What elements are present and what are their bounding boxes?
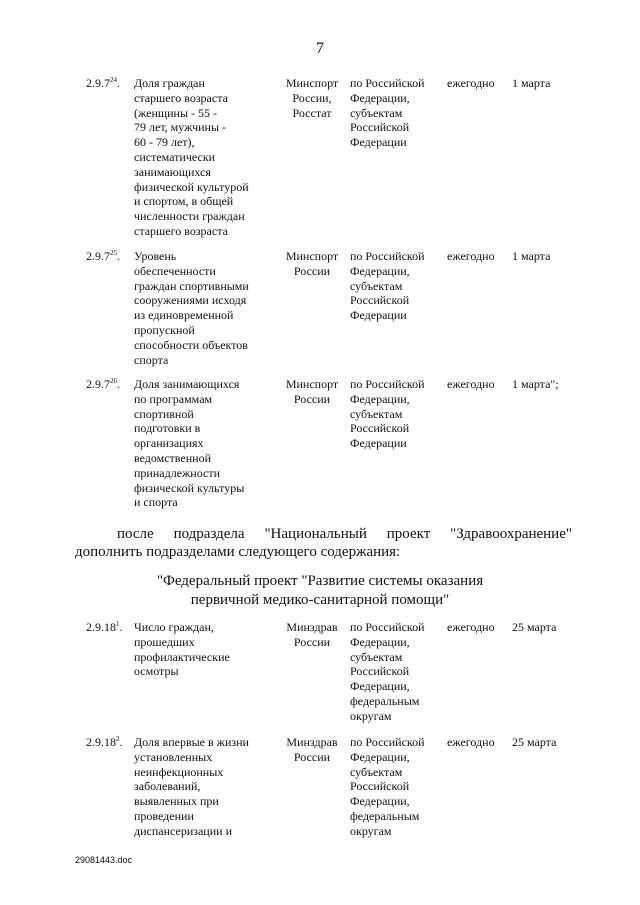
deadline: 1 марта (512, 76, 551, 90)
body-paragraph (75, 525, 572, 561)
row-number: 2.9.18$^2$. (86, 735, 123, 749)
periodicity: ежегодно (447, 249, 495, 263)
indicator-name: Доля занимающихся по программам спортивной подготовки в организациях ведомственной принадлежности физической культуры и спорта (134, 377, 245, 510)
row-number: 2.9.7$^{24}$. (86, 76, 120, 90)
responsible-org: Минздрав России (286, 735, 338, 764)
indicator-name: Уровень обеспеченности граждан спортивными сооружениями исходя из единовременной пропускной способности объектов спорта (134, 249, 249, 367)
responsible-org: Минспорт России, Росстат (285, 76, 339, 120)
deadline: 25 марта (512, 620, 557, 634)
paragraph-line-1: после подраздела "Национальный проект "Здравоохранение" (117, 526, 572, 542)
paragraph-line-2: дополнить подразделами следующего содержания: (75, 544, 401, 560)
detail-level: по Российской Федерации, субъектам Российской Федерации, федеральным округам (350, 620, 425, 723)
responsible-org: Минспорт России (285, 377, 339, 406)
row-number: 2.9.7$^{26}$. (86, 377, 120, 391)
indicator-name: Доля впервые в жизни установленных неинфекционных заболеваний, выявленных при проведении диспансеризации и (134, 735, 249, 838)
detail-level: по Российской Федерации, субъектам Российской Федерации (350, 377, 425, 451)
row-number: 2.9.18$^1$. (86, 620, 123, 634)
indicator-name: Число граждан, прошедших профилактические осмотры (134, 620, 230, 679)
detail-level: по Российской Федерации, субъектам Российской Федерации, федеральным округам (350, 735, 425, 838)
detail-level: по Российской Федерации, субъектам Российской Федерации (350, 76, 425, 150)
periodicity: ежегодно (447, 735, 495, 749)
deadline: 1 марта (512, 249, 551, 263)
periodicity: ежегодно (447, 76, 495, 90)
responsible-org: Минздрав России (286, 620, 338, 649)
periodicity: ежегодно (447, 620, 495, 634)
periodicity: ежегодно (447, 377, 495, 391)
section-heading: "Федеральный проект "Развитие системы оказания первичной медико-санитарной помощи" (156, 573, 484, 608)
indicator-name: Доля граждан старшего возраста (женщины - 55 - 79 лет, мужчины - 60 - 79 лет), систематически занимающихся физической культурой и спортом, в общей численности граждан старшего возраста (134, 76, 249, 238)
detail-level: по Российской Федерации, субъектам Российской Федерации (350, 249, 425, 323)
document-footer: 29081443.doc (75, 855, 133, 865)
page-number: 7 (316, 40, 324, 57)
deadline: 1 марта"; (512, 377, 559, 391)
deadline: 25 марта (512, 735, 557, 749)
row-number: 2.9.7$^{25}$. (86, 249, 120, 263)
responsible-org: Минспорт России (285, 249, 339, 278)
